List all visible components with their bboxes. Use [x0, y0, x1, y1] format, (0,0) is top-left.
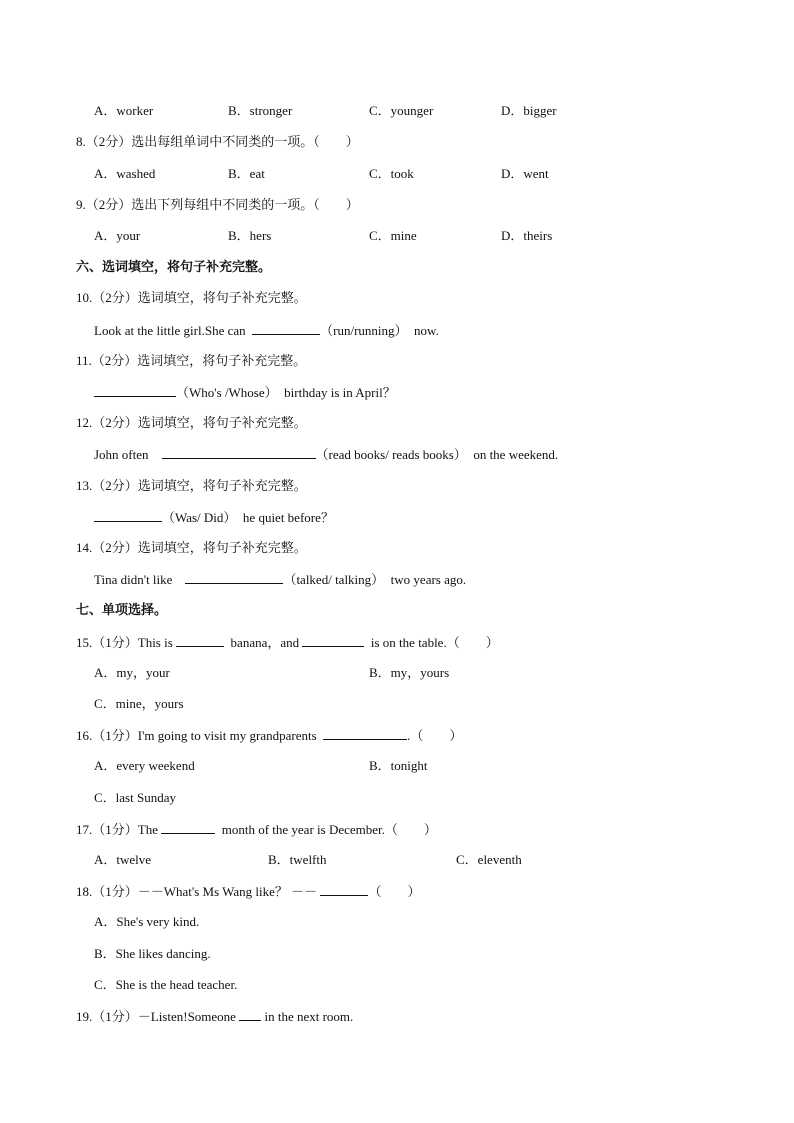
q10-post: now. [414, 323, 439, 338]
q15-stem [76, 634, 499, 651]
q19-post: in the next room. [264, 1009, 354, 1024]
q12-sentence [94, 446, 558, 463]
q16-stem [76, 727, 462, 744]
q17-pre: 17.（1分）The [76, 822, 158, 837]
q18-option-b: B．She likes dancing. [94, 946, 211, 961]
q15-option-b: B．my，yours [369, 665, 450, 680]
section-7-heading: 七、单项选择。 [76, 602, 168, 617]
q16-option-c: C．last Sunday [94, 790, 176, 805]
q7-option-a: A．worker [94, 103, 154, 118]
q18-option-c: C．She is the head teacher. [94, 977, 238, 992]
q12-choice: （read books/ reads books） [315, 447, 467, 462]
q10-blank[interactable] [252, 322, 320, 335]
q19-stem [76, 1008, 353, 1025]
q13-blank[interactable] [94, 509, 162, 522]
q8-stem: 8.（2分）选出每组单词中不同类的一项。（ ） [76, 134, 359, 149]
q16-option-b: B．tonight [369, 758, 428, 773]
q11-choice: （Who's /Whose） [176, 385, 278, 400]
q14-post: two years ago. [390, 572, 467, 587]
q14-pre: Tina didn't like [94, 572, 173, 587]
q9-option-d: D．theirs [501, 228, 553, 243]
q14-blank[interactable] [185, 571, 283, 584]
q14-sentence [94, 571, 466, 588]
q15-blank-2[interactable] [302, 634, 364, 647]
q14-choice: （talked/ talking） [283, 572, 385, 587]
q15-option-a: A．my，your [94, 665, 170, 680]
q16-blank[interactable] [323, 727, 407, 740]
q18-pre: 18.（1分）－－What's Ms Wang like？ －－ [76, 884, 318, 899]
q7-option-b: B．stronger [228, 103, 293, 118]
q15-post: is on the table.（ ） [370, 635, 499, 650]
q8-option-c: C．took [369, 166, 414, 181]
q17-option-a: A．twelve [94, 852, 152, 867]
q12-post: on the weekend. [473, 447, 559, 462]
q7-option-c: C．younger [369, 103, 434, 118]
q10-stem: 10.（2分）选词填空，将句子补充完整。 [76, 290, 307, 305]
q13-sentence [94, 509, 334, 526]
q9-option-a: A．your [94, 228, 141, 243]
q18-post: （ ） [368, 884, 421, 899]
q11-sentence [94, 384, 396, 401]
q9-option-b: B．hers [228, 228, 272, 243]
q18-stem [76, 883, 420, 900]
q12-stem: 12.（2分）选词填空，将句子补充完整。 [76, 415, 307, 430]
q19-pre: 19.（1分）－Listen!Someone [76, 1009, 236, 1024]
q14-stem: 14.（2分）选词填空，将句子补充完整。 [76, 540, 307, 555]
q16-option-a: A．every weekend [94, 758, 195, 773]
q16-pre: 16.（1分）I'm going to visit my grandparents [76, 728, 317, 743]
q11-stem: 11.（2分）选词填空，将句子补充完整。 [76, 353, 307, 368]
q18-blank[interactable] [320, 883, 368, 896]
q13-stem: 13.（2分）选词填空，将句子补充完整。 [76, 478, 307, 493]
q8-option-b: B．eat [228, 166, 265, 181]
q10-choice: （run/running） [320, 323, 408, 338]
q15-mid: banana，and [230, 635, 300, 650]
q17-option-b: B．twelfth [268, 852, 327, 867]
q8-option-a: A．washed [94, 166, 156, 181]
q8-option-d: D．went [501, 166, 549, 181]
q12-pre: John often [94, 447, 149, 462]
q17-option-c: C．eleventh [456, 852, 522, 867]
q15-blank-1[interactable] [176, 634, 224, 647]
q9-option-c: C．mine [369, 228, 417, 243]
q10-sentence [94, 322, 439, 339]
q11-post: birthday is in April？ [284, 385, 396, 400]
q15-num: 15.（1分）This is [76, 635, 173, 650]
q9-stem: 9.（2分）选出下列每组中不同类的一项。（ ） [76, 197, 359, 212]
q17-stem [76, 821, 437, 838]
q16-post: .（ ） [407, 728, 463, 743]
section-6-heading: 六、选词填空，将句子补充完整。 [76, 259, 272, 274]
q17-blank[interactable] [161, 821, 215, 834]
q7-option-d: D．bigger [501, 103, 557, 118]
q13-choice: （Was/ Did） [162, 510, 237, 525]
q13-post: he quiet before？ [242, 510, 334, 525]
q18-option-a: A．She's very kind. [94, 914, 200, 929]
q15-option-c: C．mine，yours [94, 696, 184, 711]
q12-blank[interactable] [162, 446, 316, 459]
q17-post: month of the year is December.（ ） [221, 822, 437, 837]
q11-blank[interactable] [94, 384, 176, 397]
q19-blank[interactable] [239, 1008, 261, 1021]
q10-pre: Look at the little girl.She can [94, 323, 246, 338]
